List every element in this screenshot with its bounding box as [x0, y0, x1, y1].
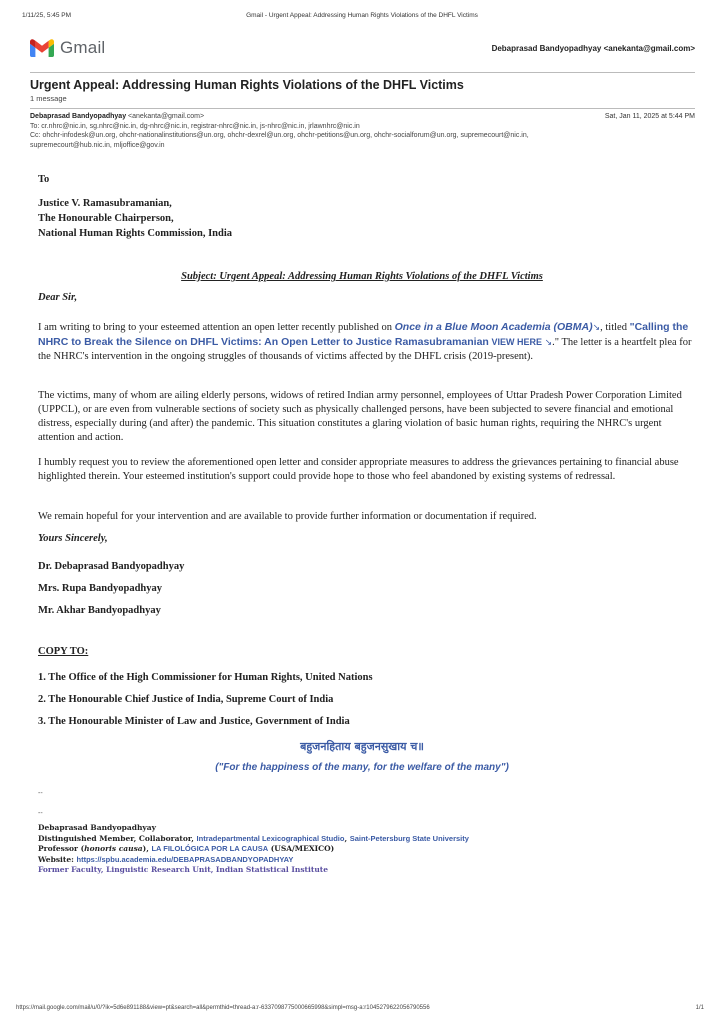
external-link-icon: ↘ — [544, 337, 553, 347]
copy-to-list — [38, 667, 698, 733]
divider — [30, 72, 695, 73]
text: Distinguished Member, Collaborator, — [38, 833, 197, 843]
spbu-link[interactable]: Saint-Petersburg State University — [349, 833, 469, 843]
account-label: Debaprasad Bandyopadhyay <anekanta@gmail.com> — [491, 44, 695, 53]
to-recipients: To: cr.nhrc@nic.in, sg.nhrc@nic.in, dg-nhrc@nic.in, registrar-nhrc@nic.in, js-nhrc@nic.in, jrlawnhrc@nic.in — [30, 122, 360, 130]
copy-to-item: 3. The Honourable Minister of Law and Justice, Government of India — [38, 716, 350, 727]
motto-hindi: बहुजनहिताय बहुजनसुखाय च॥ — [300, 740, 424, 753]
sender-name: Debaprasad Bandyopadhyay — [30, 113, 127, 120]
signer: Dr. Debaprasad Bandyopadhyay — [38, 561, 185, 572]
external-link-icon: ↘ — [592, 322, 601, 332]
lexicographical-studio-link[interactable]: Intradepartmental Lexicographical Studio — [196, 833, 345, 843]
copy-to-item: 1. The Office of the High Commissioner for Human Rights, United Nations — [38, 672, 373, 683]
text: (USA/MEXICO) — [268, 844, 335, 853]
gmail-m-icon — [30, 39, 54, 57]
copy-to-item: 2. The Honourable Chief Justice of India, Supreme Court of India — [38, 694, 334, 705]
addressee-block — [38, 196, 698, 241]
motto-english: ("For the happiness of the many, for the welfare of the many") — [215, 762, 509, 773]
email-signature — [38, 823, 469, 876]
signers-list — [38, 556, 698, 622]
addressee-line: The Honourable Chairperson, — [38, 213, 174, 224]
sender — [30, 112, 695, 122]
paragraph-3: I humbly request you to review the aforementioned open letter and consider appropriate measures to address the grievances pertaining to financial abuse highlighted therein. Your esteemed institution's support could provide hope to those who feel abandoned by existing systems of redressal. — [38, 457, 679, 482]
print-title: Gmail - Urgent Appeal: Addressing Human Rights Violations of the DHFL Victims — [246, 12, 478, 19]
paragraph-4: We remain hopeful for your intervention and are available to provide further information or documentation if required. — [38, 511, 537, 522]
salutation: Dear Sir, — [38, 292, 78, 303]
text: Professor ( — [38, 844, 85, 853]
addressee-line: Justice V. Ramasubramanian, — [38, 198, 172, 209]
text: I am writing to bring to your esteemed attention an open letter recently published on — [38, 322, 395, 333]
website-link[interactable]: https://spbu.academia.edu/DEBAPRASADBANDYOPADHYAY — [76, 854, 294, 864]
cc-recipients: Cc: ohchr-infodesk@un.org, ohchr-nationalinstitutions@un.org, ohchr-dexrel@un.org, ohchr-petitions@un.org, ohchr-socialforum@un.org, supremecourt@nic.in, — [30, 132, 529, 139]
signature-name: Debaprasad Bandyopadhyay — [38, 823, 157, 832]
text: , titled — [600, 322, 630, 333]
signer: Mrs. Rupa Bandyopadhyay — [38, 583, 162, 594]
view-here-link[interactable]: VIEW HERE — [491, 337, 542, 347]
obma-link[interactable]: Once in a Blue Moon Academia (OBMA) — [394, 321, 593, 333]
closing: Yours Sincerely, — [38, 533, 108, 544]
divider — [30, 108, 695, 109]
la-filologica-link[interactable]: LA FILOLÓGICA POR LA CAUSA — [151, 844, 269, 853]
thread-header — [30, 78, 464, 103]
letter-to: To — [38, 174, 50, 185]
text: , — [344, 833, 350, 843]
open-letter-title-link[interactable]: "Calling the NHRC to Break the Silence on DHFL Victims: An Open Letter to Justice Ramasubramanian — [38, 321, 689, 348]
message-date: Sat, Jan 11, 2025 at 5:44 PM — [604, 113, 695, 120]
message-meta — [30, 112, 695, 150]
paragraph-1 — [38, 320, 698, 364]
gmail-logo — [30, 36, 105, 60]
gmail-header — [30, 36, 695, 62]
message-count: 1 message — [30, 94, 67, 103]
signature-line-4 — [38, 855, 469, 866]
text: Website: — [38, 854, 77, 864]
gmail-wordmark: Gmail — [60, 38, 106, 57]
page-number: 1/1 — [695, 1005, 704, 1011]
signature-separator: -- — [38, 810, 43, 817]
signer: Mr. Akhar Bandyopadhyay — [38, 605, 161, 616]
print-url: https://mail.google.com/mail/u/0/?ik=5d6e891188&view=pt&search=all&permthid=thread-a:r-6337098775000665998&simpl=msg-a:r1045279622056790556 — [16, 1005, 430, 1011]
thread-subject: Urgent Appeal: Addressing Human Rights Violations of the DHFL Victims — [30, 78, 464, 92]
sender-email[interactable]: <anekanta@gmail.com> — [128, 113, 205, 120]
text: ), — [142, 844, 152, 853]
signature-line-3 — [38, 844, 469, 855]
copy-to-heading: COPY TO: — [38, 646, 89, 657]
text: ." The letter is a heartfelt plea for the NHRC's intervention in the ongoing struggles of thousands of victims affected by the DHFL crisis (2019-present). — [38, 337, 692, 362]
print-header — [0, 12, 724, 24]
print-date: 1/11/25, 5:45 PM — [22, 12, 72, 19]
signature-line-5[interactable]: Former Faculty, Linguistic Research Unit, Indian Statistical Institute — [38, 865, 329, 874]
signature-separator: -- — [38, 790, 43, 797]
addressee-line: National Human Rights Commission, India — [38, 228, 232, 239]
paragraph-2: The victims, many of whom are ailing elderly persons, widows of retired Indian army personnel, employees of Uttar Pradesh Power Corporation Limited (UPPCL), or are even from vulnerable sections of society such as physically challenged persons, have been subjected to severe financial and emotional distress, especially during (and after) the pandemic. This situation constitutes a glaring violation of basic human rights, requiring the NHRC's urgent attention and action. — [38, 390, 682, 443]
text: honoris causa — [84, 844, 143, 853]
cc-recipients-cont: supremecourt@hub.nic.in, mljoffice@gov.in — [30, 141, 165, 149]
letter-subject: Subject: Urgent Appeal: Addressing Human Rights Violations of the DHFL Victims — [181, 271, 543, 282]
signature-line-2 — [38, 834, 469, 845]
